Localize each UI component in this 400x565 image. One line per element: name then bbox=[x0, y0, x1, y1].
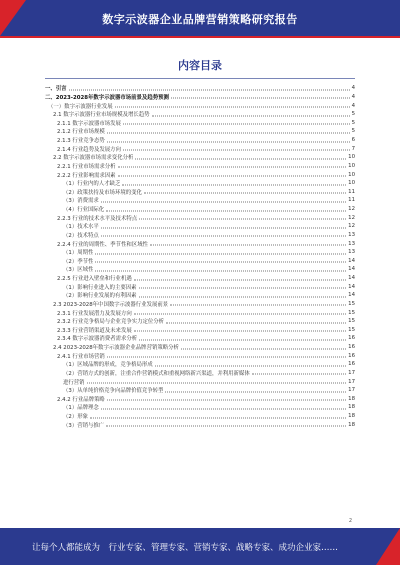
toc-leader-dots bbox=[181, 348, 346, 349]
toc-entry-text: 2.3.2 行业竞争格局与企业竞争实力定位分析 bbox=[57, 319, 165, 326]
toc-entry-page: 10 bbox=[348, 171, 355, 178]
toc-entry-text: （一）数字示波器行业发展 bbox=[48, 103, 113, 110]
toc-leader-dots bbox=[166, 322, 346, 323]
toc-entry-page: 15 bbox=[348, 326, 355, 333]
toc-entry[interactable] bbox=[45, 369, 355, 378]
toc-leader-dots bbox=[69, 89, 350, 90]
toc-entry[interactable] bbox=[45, 377, 355, 386]
toc-leader-dots bbox=[95, 270, 346, 271]
toc-entry-text: 2.2.4 行业的周期性、季节性和区域性 bbox=[57, 241, 148, 248]
toc-entry[interactable] bbox=[45, 153, 355, 162]
toc-entry-text: （2）营销方式的创新，注重合作营销模式和重视网络新兴渠道，并利用新媒体 bbox=[63, 370, 250, 377]
toc-entry[interactable] bbox=[45, 127, 355, 136]
toc-entry-text: 2.1 数字示波器行业市场规模及增长趋势 bbox=[53, 112, 150, 119]
toc-entry-text: 一、引言 bbox=[45, 86, 67, 93]
toc-entry-page: 12 bbox=[348, 223, 355, 230]
toc-entry-text: （2）技术特点 bbox=[63, 232, 99, 239]
toc-entry-text: 2.3.1 行业发展潜力及发展方向 bbox=[57, 310, 132, 317]
toc-entry-text: 2.2.5 行业进入壁垒和行业机遇 bbox=[57, 276, 132, 283]
toc-divider bbox=[45, 78, 355, 79]
toc-entry-page: 11 bbox=[348, 188, 355, 195]
toc-entry-page: 16 bbox=[348, 335, 355, 342]
toc-leader-dots bbox=[101, 408, 346, 409]
toc-leader-dots bbox=[107, 132, 350, 133]
toc-entry-text: （1）区域品牌的形成，竞争格局形成 bbox=[63, 362, 153, 369]
toc-entry[interactable] bbox=[45, 101, 355, 110]
toc-entry[interactable] bbox=[45, 231, 355, 240]
toc-entry[interactable] bbox=[45, 93, 355, 102]
toc-entry[interactable] bbox=[45, 119, 355, 128]
toc-entry-page: 5 bbox=[351, 111, 355, 118]
toc-entry[interactable] bbox=[45, 162, 355, 171]
toc-entry-text: （2）季节性 bbox=[63, 258, 94, 265]
toc-entry[interactable] bbox=[45, 257, 355, 266]
toc-entry-page: 10 bbox=[348, 162, 355, 169]
toc-leader-dots bbox=[135, 158, 346, 159]
toc-leader-dots bbox=[134, 279, 346, 280]
toc-entry-page: 16 bbox=[348, 352, 355, 359]
toc-entry-page: 13 bbox=[348, 240, 355, 247]
toc-entry-text: （2）政策扶持及市场环境的变化 bbox=[63, 189, 142, 196]
toc-entry[interactable] bbox=[45, 205, 355, 214]
toc-entry[interactable] bbox=[45, 291, 355, 300]
toc-entry-page: 18 bbox=[348, 404, 355, 411]
toc-entry[interactable] bbox=[45, 395, 355, 404]
toc-entry-page: 13 bbox=[348, 231, 355, 238]
toc-entry-page: 16 bbox=[348, 361, 355, 368]
toc-entry[interactable] bbox=[45, 213, 355, 222]
toc-entry-text: 2.1.3 行业竞争态势 bbox=[57, 138, 105, 145]
toc-entry-page: 6 bbox=[351, 137, 355, 144]
toc-entry-page: 14 bbox=[348, 275, 355, 282]
toc-leader-dots bbox=[155, 365, 346, 366]
toc-entry-page: 12 bbox=[348, 206, 355, 213]
report-title: 数字示波器企业品牌营销策略研究报告 bbox=[102, 13, 298, 26]
toc-leader-dots bbox=[107, 357, 346, 358]
footer-slogan: 让每个人都能成为 行业专家、管理专家、营销专家、战略专家、成功企业家…… bbox=[32, 543, 339, 553]
toc-entry-text: 2.3.4 数字示波器消费者需求分析 bbox=[57, 336, 138, 343]
toc-leader-dots bbox=[101, 236, 346, 237]
toc-leader-dots bbox=[144, 193, 346, 194]
toc-entry[interactable] bbox=[45, 326, 355, 335]
toc-entry[interactable] bbox=[45, 343, 355, 352]
toc-entry[interactable] bbox=[45, 282, 355, 291]
toc-entry-text: 2.2.1 行业市场需求分析 bbox=[57, 163, 116, 170]
toc-entry[interactable] bbox=[45, 300, 355, 309]
toc-entry-text: 2.3 2023-2028年中国数字示波器行业发展前景 bbox=[53, 301, 169, 308]
toc-leader-dots bbox=[95, 253, 346, 254]
toc-entry-text: （3）区域性 bbox=[63, 267, 94, 274]
toc-leader-dots bbox=[90, 417, 346, 418]
toc-leader-dots bbox=[165, 391, 346, 392]
page-number: 2 bbox=[348, 518, 352, 524]
toc-entry[interactable] bbox=[45, 351, 355, 360]
toc-entry-page: 7 bbox=[351, 145, 355, 152]
toc-entry-text: 2.1.2 行业市场规模 bbox=[57, 129, 105, 136]
toc-entry[interactable] bbox=[45, 274, 355, 283]
toc-entry-page: 4 bbox=[351, 102, 355, 109]
toc-entry-text: 2.4 2023-2028年数字示波器企业品牌营销策略分析 bbox=[53, 345, 179, 352]
toc-entry-text: （3）消费需求 bbox=[63, 198, 99, 205]
toc-entry-page: 17 bbox=[348, 369, 355, 376]
toc-entry-text: （2）影响行业发展的有利因素 bbox=[63, 293, 137, 300]
toc-leader-dots bbox=[139, 219, 346, 220]
toc-entry-page: 10 bbox=[348, 154, 355, 161]
toc-entry-text: 2.2.3 行业的技术水平及技术特点 bbox=[57, 215, 138, 222]
toc-entry[interactable] bbox=[45, 196, 355, 205]
toc-entry-text: 2.3.3 行业营销渠道及未来发展 bbox=[57, 327, 132, 334]
toc-entry-text: （1）行业内的人才缺乏 bbox=[63, 181, 121, 188]
toc-entry-text: （1）影响行业进入的主要因素 bbox=[63, 284, 137, 291]
toc-entry[interactable] bbox=[45, 308, 355, 317]
toc-entry[interactable] bbox=[45, 239, 355, 248]
toc-entry-text: 进行营销 bbox=[63, 379, 85, 386]
toc-entry-text: 二、2023-2028年数字示波器市场前景及趋势预测 bbox=[45, 94, 169, 101]
toc-entry-text: （4）行业国际化 bbox=[63, 207, 105, 214]
toc-entry-page: 12 bbox=[348, 214, 355, 221]
header-band bbox=[0, 0, 400, 36]
toc-entry[interactable] bbox=[45, 265, 355, 274]
toc-entry[interactable] bbox=[45, 136, 355, 145]
footer-band bbox=[0, 528, 400, 565]
toc-leader-dots bbox=[122, 184, 346, 185]
toc-entry-page: 14 bbox=[348, 257, 355, 264]
toc-entry-text: 2.1.4 行业趋势及发展方向 bbox=[57, 146, 121, 153]
toc-leader-dots bbox=[106, 426, 346, 427]
toc-leader-dots bbox=[101, 227, 346, 228]
toc-leader-dots bbox=[252, 374, 346, 375]
toc-entry[interactable] bbox=[45, 386, 355, 395]
toc-leader-dots bbox=[115, 107, 350, 108]
toc-leader-dots bbox=[150, 245, 346, 246]
toc-leader-dots bbox=[139, 339, 346, 340]
toc-entry-text: （2）形象 bbox=[63, 414, 88, 421]
toc-leader-dots bbox=[123, 124, 350, 125]
header-divider bbox=[0, 36, 400, 38]
toc-entry-text: （3）从单纯价格竞争向品牌价值竞争转型 bbox=[63, 388, 164, 395]
toc-title: 内容目录 bbox=[178, 59, 222, 72]
toc-leader-dots bbox=[107, 141, 350, 142]
toc-leader-dots bbox=[123, 150, 350, 151]
toc-entry-text: （1）周期性 bbox=[63, 250, 94, 257]
toc-leader-dots bbox=[139, 288, 347, 289]
toc-leader-dots bbox=[170, 305, 346, 306]
toc-entry-page: 14 bbox=[348, 292, 355, 299]
toc-leader-dots bbox=[139, 296, 347, 297]
toc-leader-dots bbox=[106, 210, 346, 211]
toc-entry[interactable] bbox=[45, 248, 355, 257]
toc-entry-page: 18 bbox=[348, 413, 355, 420]
toc-entry-page: 13 bbox=[348, 249, 355, 256]
toc-entry-page: 15 bbox=[348, 309, 355, 316]
toc-leader-dots bbox=[118, 167, 347, 168]
toc-entry[interactable] bbox=[45, 179, 355, 188]
toc-entry[interactable] bbox=[45, 360, 355, 369]
table-of-contents bbox=[45, 84, 355, 429]
toc-leader-dots bbox=[134, 331, 346, 332]
toc-entry-page: 17 bbox=[348, 378, 355, 385]
toc-entry-page: 14 bbox=[348, 283, 355, 290]
toc-entry-page: 15 bbox=[348, 318, 355, 325]
toc-entry[interactable] bbox=[45, 317, 355, 326]
toc-entry-text: 2.1.1 数字示波器市场发展 bbox=[57, 120, 121, 127]
toc-entry-page: 11 bbox=[348, 197, 355, 204]
toc-entry-text: 2.2.2 行业影响需求因素 bbox=[57, 172, 116, 179]
toc-entry-page: 10 bbox=[348, 180, 355, 187]
toc-entry-page: 18 bbox=[348, 395, 355, 402]
toc-entry[interactable] bbox=[45, 110, 355, 119]
toc-leader-dots bbox=[152, 115, 350, 116]
toc-entry-page: 5 bbox=[351, 128, 355, 135]
toc-leader-dots bbox=[171, 98, 350, 99]
toc-entry[interactable] bbox=[45, 144, 355, 153]
toc-entry-text: 2.4.1 行业市场营销 bbox=[57, 353, 105, 360]
toc-entry[interactable] bbox=[45, 84, 355, 93]
toc-leader-dots bbox=[134, 314, 346, 315]
toc-entry-page: 5 bbox=[351, 119, 355, 126]
toc-entry-text: （1）品牌理念 bbox=[63, 405, 99, 412]
footer-accent bbox=[376, 528, 400, 565]
toc-entry-page: 18 bbox=[348, 421, 355, 428]
toc-leader-dots bbox=[101, 201, 346, 202]
toc-leader-dots bbox=[95, 262, 346, 263]
toc-entry[interactable] bbox=[45, 403, 355, 412]
toc-leader-dots bbox=[87, 383, 347, 384]
toc-entry-text: 2.4.2 行业品牌策略 bbox=[57, 396, 105, 403]
toc-entry-page: 15 bbox=[348, 300, 355, 307]
toc-entry[interactable] bbox=[45, 334, 355, 343]
toc-entry[interactable] bbox=[45, 188, 355, 197]
toc-entry[interactable] bbox=[45, 412, 355, 421]
toc-entry-page: 14 bbox=[348, 266, 355, 273]
toc-entry[interactable] bbox=[45, 420, 355, 429]
toc-leader-dots bbox=[118, 176, 347, 177]
toc-entry-text: （3）营销与推广 bbox=[63, 422, 105, 429]
toc-entry-text: （1）技术水平 bbox=[63, 224, 99, 231]
toc-entry-text: 2.2 数字示波器市场需求变化分析 bbox=[53, 155, 134, 162]
toc-leader-dots bbox=[107, 400, 346, 401]
toc-entry[interactable] bbox=[45, 170, 355, 179]
toc-entry-page: 17 bbox=[348, 387, 355, 394]
toc-entry[interactable] bbox=[45, 222, 355, 231]
toc-entry-page: 16 bbox=[348, 344, 355, 351]
toc-entry-page: 4 bbox=[351, 93, 355, 100]
toc-entry-page: 4 bbox=[351, 85, 355, 92]
